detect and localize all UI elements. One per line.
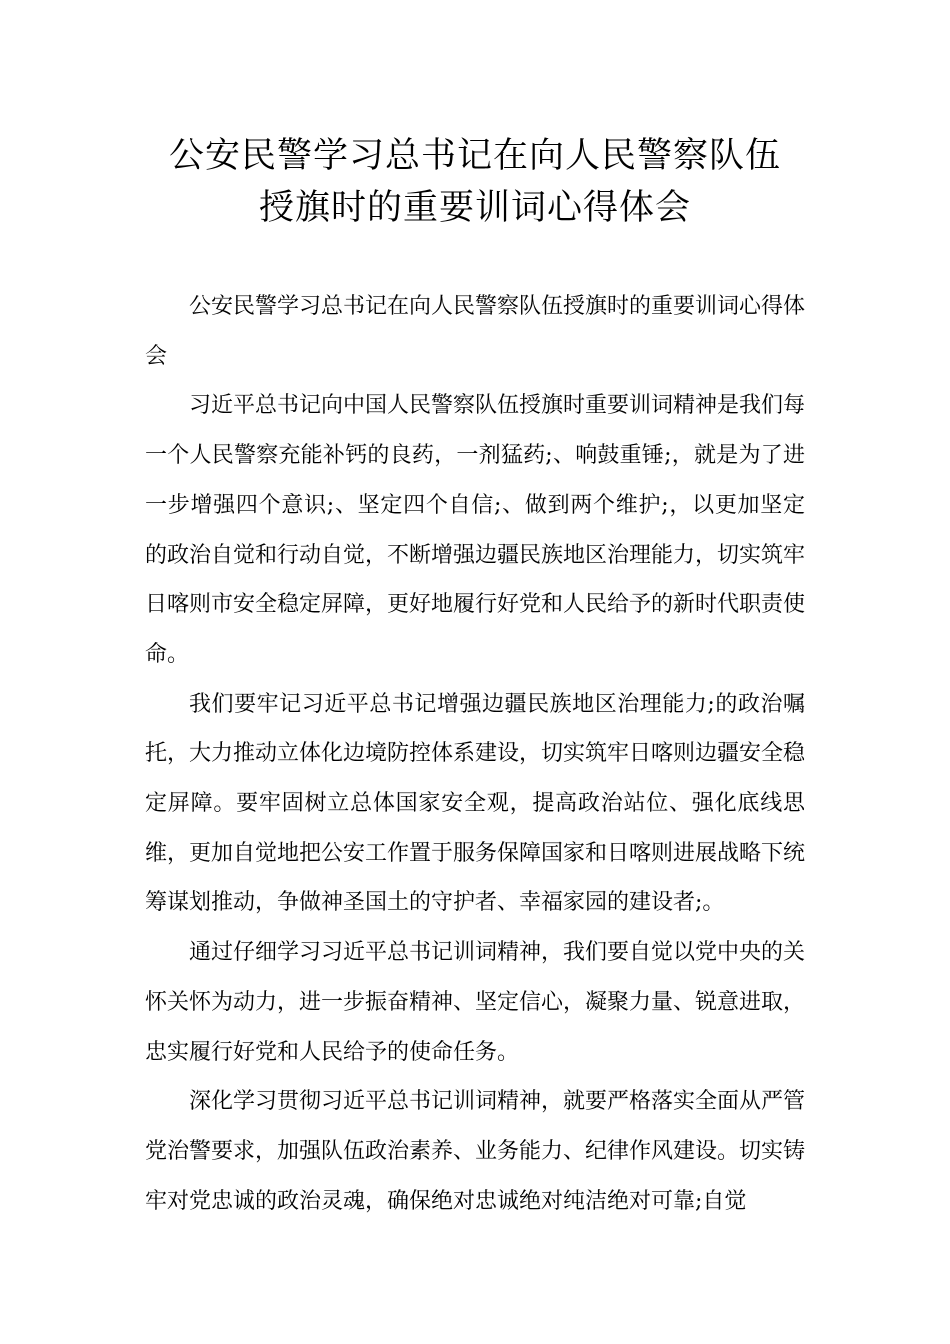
document-body	[145, 282, 805, 1226]
body-paragraph-2: 习近平总书记向中国人民警察队伍授旗时重要训词精神是我们每一个人民警察充能补钙的良药，一剂猛药;、响鼓重锤;，就是为了进一步增强四个意识;、坚定四个自信;、做到两个维护;，以更加坚定的政治自觉和行动自觉，不断增强边疆民族地区治理能力，切实筑牢日喀则市安全稳定屏障，更好地履行好党和人民给予的新时代职责使命。	[145, 393, 806, 667]
body-paragraph-4: 通过仔细学习习近平总书记训词精神，我们要自觉以党中央的关怀关怀为动力，进一步振奋精神、坚定信心，凝聚力量、锐意进取，忠实履行好党和人民给予的使命任务。	[145, 940, 806, 1065]
document-title-line-2: 授旗时的重要训词心得体会	[258, 188, 691, 228]
body-paragraph-3: 我们要牢记习近平总书记增强边疆民族地区治理能力;的政治嘱托，大力推动立体化边境防控体系建设，切实筑牢日喀则边疆安全稳定屏障。要牢固树立总体国家安全观，提高政治站位、强化底线思维，更加自觉地把公安工作置于服务保障国家和日喀则进展战略下统筹谋划推动，争做神圣国土的守护者、幸福家园的建设者;。	[145, 691, 806, 916]
body-paragraph-5: 深化学习贯彻习近平总书记训词精神，就要严格落实全面从严管党治警要求，加强队伍政治素养、业务能力、纪律作风建设。切实铸牢对党忠诚的政治灵魂，确保绝对忠诚绝对纯洁绝对可靠;自觉	[145, 1089, 806, 1214]
document-title-line-1: 公安民警学习总书记在向人民警察队伍	[168, 136, 781, 176]
document-title	[120, 130, 830, 234]
body-paragraph-1: 公安民警学习总书记在向人民警察队伍授旗时的重要训词心得体会	[145, 294, 806, 369]
